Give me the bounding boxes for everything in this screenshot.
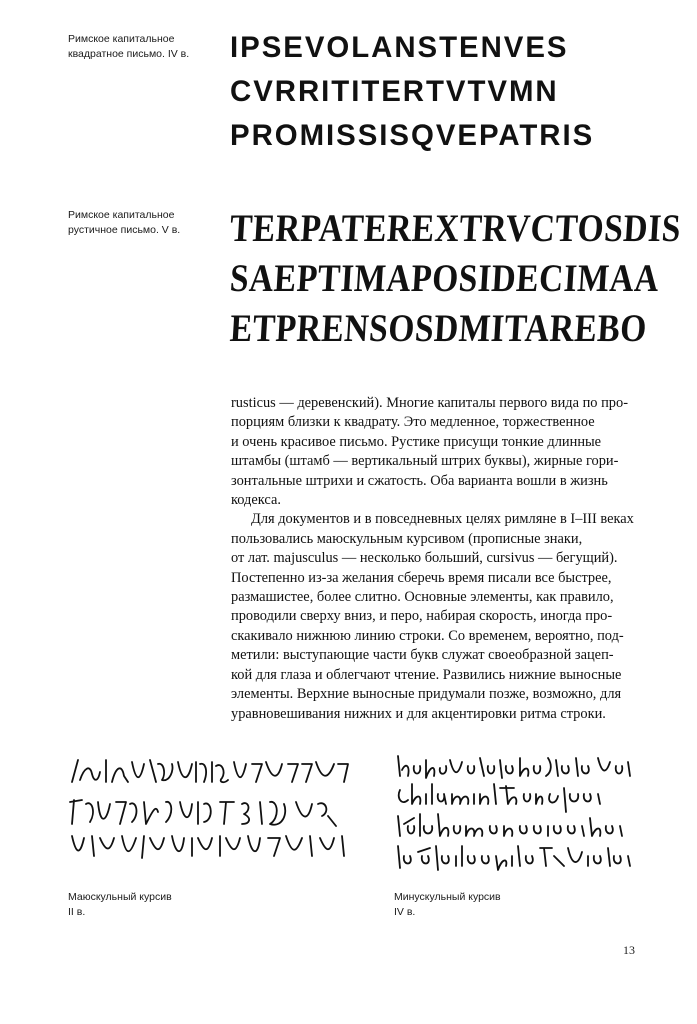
specimen-line: SAEPTIMAPOSIDECIMAA bbox=[228, 257, 661, 300]
text-line: пользовались маюскульным курсивом (прописные знаки, bbox=[231, 530, 583, 547]
text-line: rusticus — деревенский). Многие капиталы первого вида по про- bbox=[231, 395, 628, 411]
text-line: зонтальные штрихи и сжатость. Оба варианта вошли в жизнь bbox=[231, 472, 608, 489]
caption-rustic-capitals bbox=[68, 208, 180, 238]
text-line: штамбы (штамб — вертикальный штрих буквы), жирные гори- bbox=[231, 453, 619, 470]
text-line: скакивало нижнюю линию строки. Со временем, вероятно, под- bbox=[231, 627, 624, 644]
page-number: 13 bbox=[623, 943, 635, 957]
caption-line: рустичное письмо. V в. bbox=[68, 224, 181, 236]
text-line: и очень красивое письмо. Рустике присущи тонкие длинные bbox=[231, 433, 602, 450]
text-line: Постепенно из-за желания сберечь время писали все быстрее, bbox=[231, 569, 612, 586]
text-line: порциям близки к квадрату. Это медленное, торжественное bbox=[231, 414, 595, 431]
caption-line: IV в. bbox=[394, 906, 416, 918]
caption-square-capitals bbox=[68, 32, 189, 62]
specimen-line: CVRRITITERTVTVMN bbox=[230, 75, 559, 108]
minuscule-cursive-specimen bbox=[392, 752, 642, 876]
caption-line: Римское капитальное bbox=[68, 33, 175, 45]
specimen-line: PROMISSISQVEPATRIS bbox=[230, 119, 595, 152]
text-line: от лат. majusculus — несколько больший, cursivus — бегущий). bbox=[231, 550, 618, 567]
caption-minuscule-cursive bbox=[394, 890, 501, 920]
text-line: кой для глаза и облегчают чтение. Развились нижние выносные bbox=[231, 666, 622, 683]
specimen-line: ETPRENSOSDMITAREBO bbox=[228, 307, 649, 350]
text-line: кодекса. bbox=[231, 492, 281, 509]
specimen-line: TERPATEREXTRVCTOSDIS bbox=[228, 207, 683, 250]
rustic-capitals-specimen bbox=[228, 204, 683, 354]
caption-line: Минускульный курсив bbox=[394, 891, 501, 903]
caption-line: Римское капитальное bbox=[68, 209, 175, 221]
caption-line: Маюскульный курсив bbox=[68, 891, 172, 903]
paragraph-1 bbox=[231, 394, 641, 510]
text-line: проводили сверху вниз, и перо, набирая скорость, иногда про- bbox=[231, 608, 613, 625]
caption-line: II в. bbox=[68, 906, 86, 918]
text-line: элементы. Верхние выносные придумали позже, возможно, для bbox=[231, 686, 622, 703]
text-line: Для документов и в повседневных целях римляне в I–III веках bbox=[251, 511, 634, 528]
majuscule-cursive-image bbox=[66, 752, 366, 884]
body-text bbox=[231, 394, 641, 724]
text-line: метили: выступающие части букв служат своеобразной зацеп- bbox=[231, 647, 614, 664]
majuscule-cursive-specimen bbox=[66, 752, 366, 884]
text-line: уравновешивания нижних и для акцентировки ритма строки. bbox=[231, 705, 606, 722]
caption-line: квадратное письмо. IV в. bbox=[68, 48, 190, 60]
square-capitals-specimen bbox=[230, 26, 630, 158]
text-line: размашистее, более слитно. Основные элементы, как правило, bbox=[231, 589, 614, 606]
caption-majuscule-cursive bbox=[68, 890, 172, 920]
specimen-line: IPSEVOLANSTENVES bbox=[230, 31, 569, 64]
paragraph-2 bbox=[231, 510, 641, 723]
minuscule-cursive-image bbox=[392, 752, 642, 876]
